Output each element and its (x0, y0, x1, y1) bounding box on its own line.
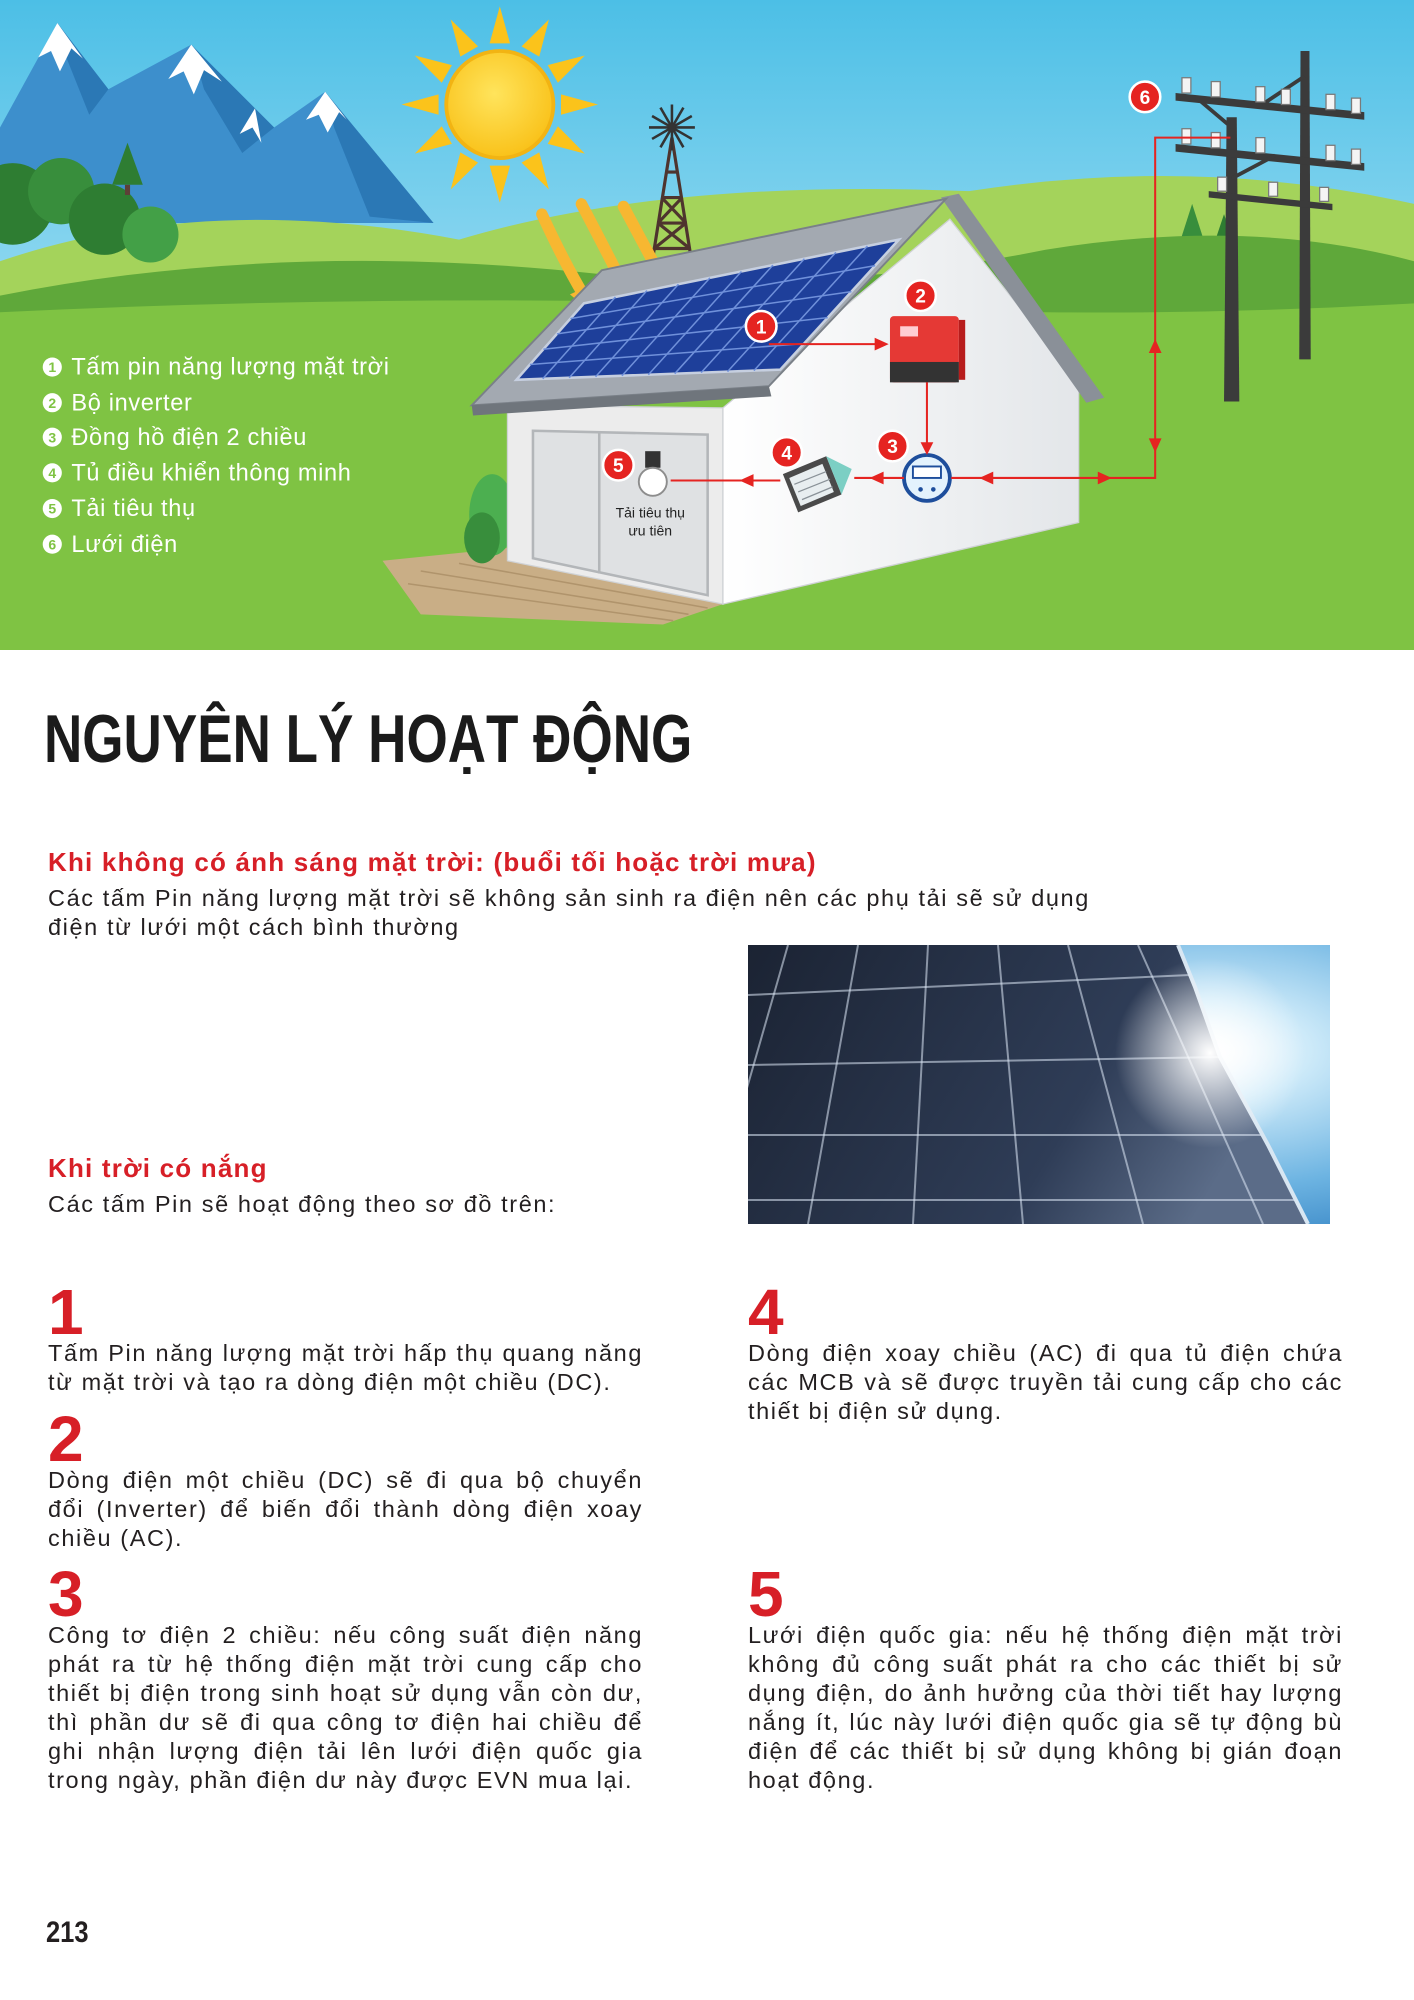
svg-text:Bộ inverter: Bộ inverter (71, 389, 193, 416)
diagram-marker-6 (1130, 82, 1161, 113)
step-1 (48, 1276, 643, 1397)
svg-text:5: 5 (48, 500, 57, 517)
step-text: Dòng điện một chiều (DC) sẽ đi qua bộ chuyển đổi (Inverter) để biến đổi thành dòng điện xoay chiều (AC). (48, 1467, 643, 1551)
diagram-marker-2 (905, 280, 936, 311)
sunny-heading: Khi trời có nắng (48, 1153, 268, 1183)
svg-text:4: 4 (781, 443, 793, 465)
step-number: 5 (748, 1558, 784, 1630)
step-text: Dòng điện xoay chiều (AC) đi qua tủ điện chứa các MCB và sẽ được truyền tải cung cấp cho các thiết bị điện sử dụng. (748, 1340, 1343, 1424)
legend-item (43, 459, 352, 485)
solar-panel-photo (748, 945, 1330, 1224)
step-4 (748, 1276, 1343, 1426)
page-title: NGUYÊN LÝ HOẠT ĐỘNG (44, 701, 693, 777)
step-text: Tấm Pin năng lượng mặt trời hấp thụ quang năng từ mặt trời và tạo ra dòng điện một chiều (DC). (48, 1340, 643, 1395)
svg-text:4: 4 (48, 464, 57, 481)
svg-text:Tấm pin năng lượng mặt trời: Tấm pin năng lượng mặt trời (71, 353, 390, 380)
svg-text:Đồng hồ điện 2 chiều: Đồng hồ điện 2 chiều (71, 423, 308, 450)
svg-text:3: 3 (887, 437, 898, 459)
page-number: 213 (46, 1916, 89, 1949)
svg-text:6: 6 (1139, 87, 1151, 109)
svg-text:6: 6 (48, 536, 57, 553)
step-number: 3 (48, 1558, 84, 1630)
inverter-icon (890, 316, 965, 382)
step-2 (48, 1403, 643, 1553)
step-text: Công tơ điện 2 chiều: nếu công suất điện năng phát ra từ hệ thống điện mặt trời cung cấp cho thiết bị điện trong sinh hoạt sử dụng vẫn còn dư, thì phần dư sẽ đi qua công tơ điện hai chiều để ghi nhận lượng điện tải lên lưới điện quốc gia trong ngày, phần điện dư này được EVN mua lại. (48, 1622, 643, 1793)
night-text: Các tấm Pin năng lượng mặt trời sẽ không sản sinh ra điện nên các phụ tải sẽ sử dụng điện từ lưới một cách bình thường (48, 885, 1090, 940)
svg-text:5: 5 (613, 456, 624, 478)
solar-system-diagram (0, 0, 1414, 650)
step-5 (748, 1558, 1343, 1795)
load-label-line-2: ưu tiên (628, 522, 673, 539)
load-label-line-1: Tải tiêu thụ (615, 504, 685, 521)
diagram-marker-3 (877, 431, 908, 462)
step-number: 1 (48, 1276, 84, 1348)
svg-text:2: 2 (48, 394, 57, 411)
svg-text:2: 2 (915, 286, 926, 308)
sunny-text: Các tấm Pin sẽ hoạt động theo sơ đồ trên: (48, 1191, 557, 1217)
bidirectional-meter-icon (904, 455, 950, 501)
svg-text:1: 1 (48, 359, 57, 376)
diagram-marker-5 (603, 450, 634, 481)
night-heading: Khi không có ánh sáng mặt trời: (buổi tối hoặc trời mưa) (48, 847, 817, 877)
svg-text:1: 1 (755, 317, 767, 339)
legend-item (43, 424, 307, 450)
svg-text:Lưới điện: Lưới điện (71, 530, 178, 557)
svg-text:3: 3 (48, 429, 57, 446)
step-3 (48, 1558, 643, 1795)
svg-text:Tủ điều khiển thông minh: Tủ điều khiển thông minh (71, 459, 352, 486)
diagram-marker-4 (771, 437, 802, 468)
legend-item (43, 354, 390, 380)
step-number: 4 (748, 1276, 784, 1348)
step-text: Lưới điện quốc gia: nếu hệ thống điện mặt trời không đủ công suất phát ra cho các thiết bị sử dụng điện, do ảnh hưởng của thời tiết hay lượng nắng ít, lúc này lưới điện quốc gia sẽ tự động bù điện để các thiết bị sử dụng không bị gián đoạn hoạt động. (748, 1622, 1343, 1793)
diagram-marker-1 (746, 311, 777, 342)
svg-text:Tải tiêu thụ: Tải tiêu thụ (71, 495, 196, 522)
step-number: 2 (48, 1403, 84, 1475)
